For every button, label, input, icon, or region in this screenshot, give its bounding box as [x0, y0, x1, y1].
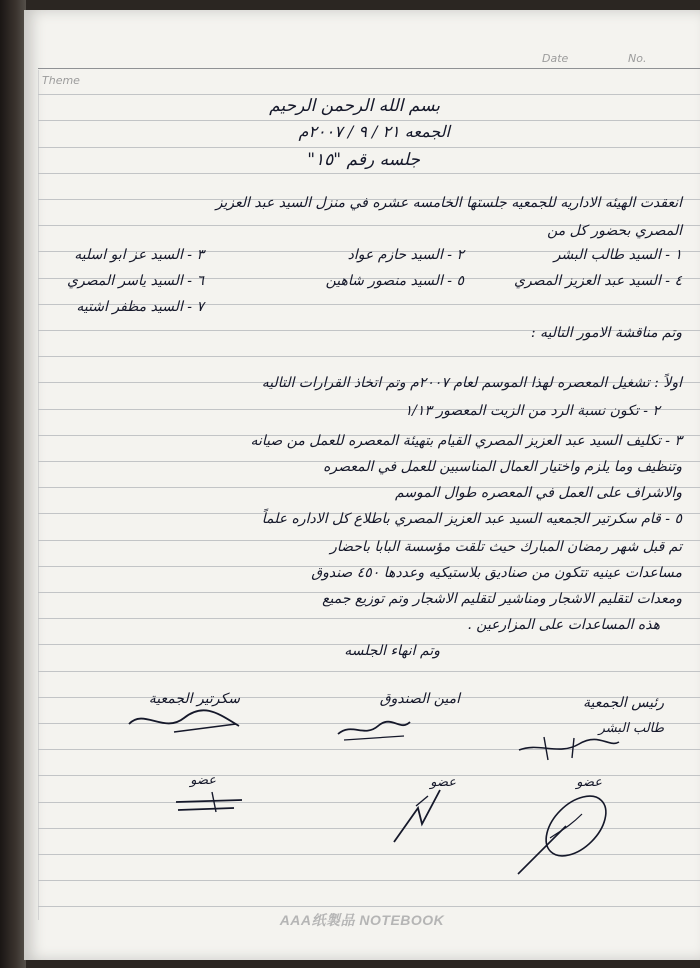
member-signature-1 [510, 786, 620, 878]
treasurer-signature [334, 714, 414, 742]
notebook-cover-edge [0, 0, 26, 968]
body-line-10: هذه المساعدات على المزارعين . [467, 617, 660, 633]
attendee-4: ٤ - السيد عبد العزيز المصري [514, 273, 682, 289]
secretary-title: سكرتير الجمعية [148, 691, 240, 707]
body-line-3: ٣ - تكليف السيد عبد العزيز المصري القيام بتهيئة المعصره للعمل من صيانه [250, 433, 682, 449]
intro-line-2: المصري بحضور كل من [547, 223, 682, 239]
attendee-3: ٣ - السيد عز ابو اسليه [74, 247, 204, 263]
member-signature-2 [388, 784, 448, 846]
agenda-intro: وتم مناقشة الامور التاليه : [530, 325, 682, 341]
body-line-7: تم قبل شهر رمضان المبارك حيث تلقت مؤسسة البابا باحضار [330, 539, 682, 555]
ruled-line [38, 880, 700, 881]
left-margin-line [38, 70, 39, 920]
body-line-9: ومعدات لتقليم الاشجار ومناشير لتقليم الاشجار وتم توزيع جميع [322, 591, 682, 607]
ruled-line [38, 671, 700, 672]
president-title: رئيس الجمعية [583, 695, 664, 711]
attendee-5: ٥ - السيد منصور شاهين [325, 273, 464, 289]
body-line-5: والاشراف على العمل في المعصره طوال الموسم [395, 485, 682, 501]
notebook-brand: AAA纸製品 NOTEBOOK [279, 912, 445, 928]
member-label-2: عضو [430, 775, 456, 790]
body-line-2: ٢ - تكون نسبة الرد من الزيت المعصور ١/١٣ [404, 403, 660, 419]
ruled-line [38, 356, 700, 357]
attendee-2: ٢ - السيد حازم عواد [347, 247, 464, 263]
no-label: No. [628, 52, 647, 65]
ruled-line [38, 68, 700, 69]
secretary-signature [124, 704, 244, 738]
attendee-7: ٧ - السيد مظفر اشتيه [76, 299, 204, 315]
president-signature [514, 732, 624, 762]
ruled-line [38, 147, 700, 148]
meeting-date: الجمعه ٢١ / ٩ / ٢٠٠٧م [298, 122, 450, 141]
theme-label: Theme [42, 74, 80, 87]
intro-line-1: انعقدت الهيئه الاداريه للجمعيه جلستها الخامسه عشره في منزل السيد عبد العزيز [215, 195, 682, 211]
member-label-3: عضو [190, 773, 216, 788]
date-label: Date [542, 52, 569, 65]
president-name: طالب البشر [598, 721, 664, 736]
treasurer-title: امين الصندوق [379, 691, 460, 707]
attendee-1: ١ - السيد طالب البشر [553, 247, 682, 263]
closing-line: وتم انهاء الجلسه [344, 643, 440, 659]
ruled-line [38, 906, 700, 907]
body-line-4: وتنظيف وما يلزم واختيار العمال المناسبين للعمل في المعصره [323, 459, 682, 475]
ruled-line [38, 173, 700, 174]
body-line-6: ٥ - قام سكرتير الجمعيه السيد عبد العزيز المصري باطلاع كل الاداره علماً [261, 511, 682, 527]
session-number: جلسه رقم "١٥" [307, 150, 420, 170]
basmala: بسم الله الرحمن الرحيم [269, 96, 440, 116]
body-line-8: مساعدات عينيه تتكون من صناديق بلاستيكيه وعددها ٤٥٠ صندوق [311, 565, 682, 581]
body-line-1: اولاً : تشغيل المعصره لهذا الموسم لعام ٢٠٠٧م وتم اتخاذ القرارات التاليه [261, 375, 682, 391]
member-signature-3 [172, 788, 252, 816]
notebook-page [24, 10, 700, 960]
attendee-6: ٦ - السيد ياسر المصري [67, 273, 204, 289]
member-label-1: عضو [576, 775, 602, 790]
